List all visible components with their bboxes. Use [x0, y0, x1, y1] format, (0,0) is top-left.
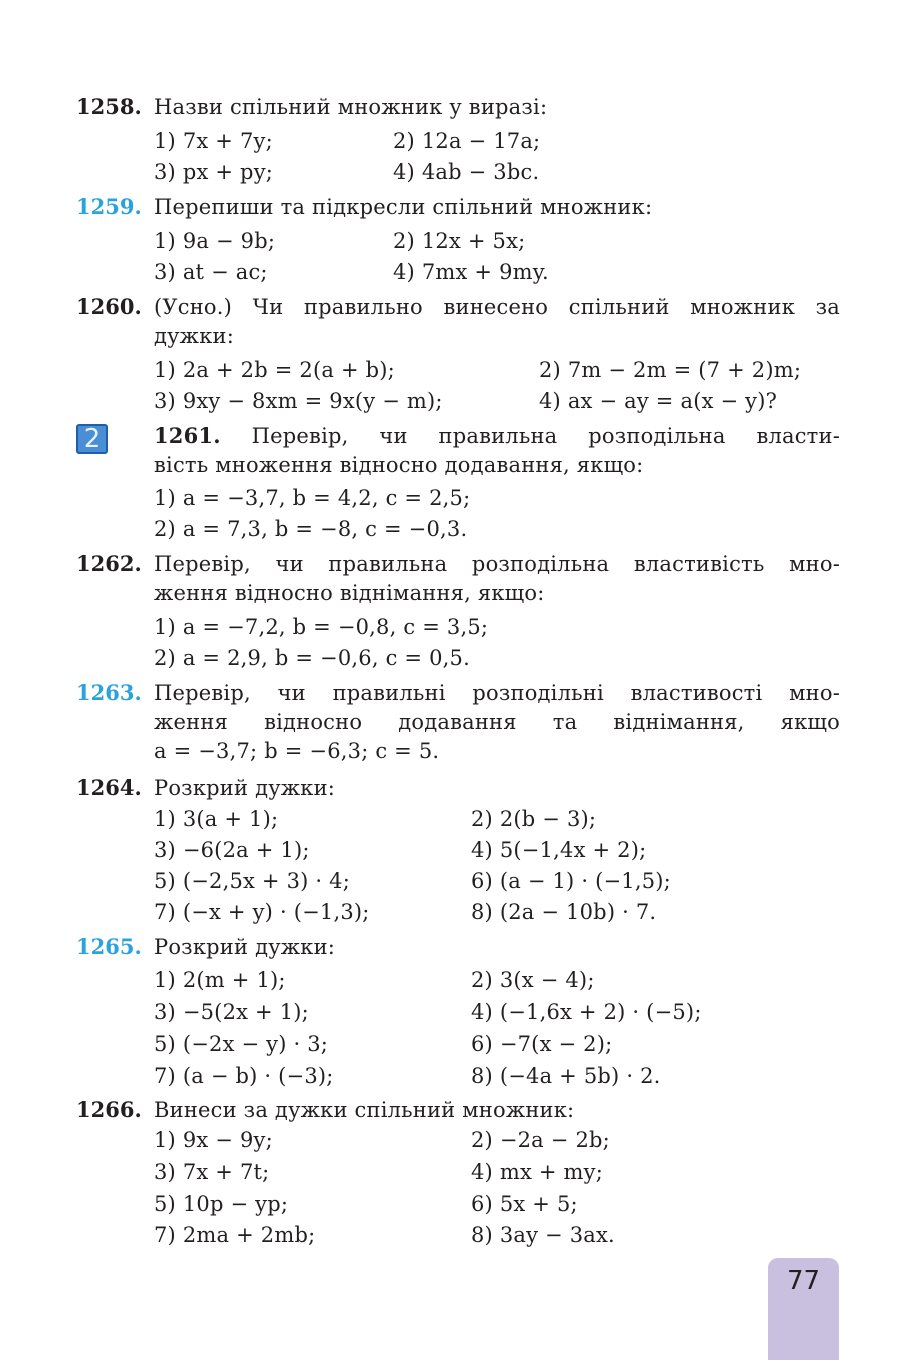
exercise-item: 3) −6(2a + 1); [154, 838, 310, 862]
exercise-item: 1) 2a + 2b = 2(a + b); [154, 358, 395, 382]
exercise-item: 8) (−4a + 5b) · 2. [471, 1064, 661, 1088]
exercise-text: Перевір, чи правильна розподільна властивість мно- [154, 552, 840, 576]
exercise-item: 1) a = −7,2, b = −0,8, c = 3,5; [154, 615, 489, 639]
exercise-item: 8) (2a − 10b) · 7. [471, 900, 657, 924]
exercise-item: 2) 3(x − 4); [471, 968, 595, 992]
difficulty-level-badge: 2 [76, 424, 108, 454]
exercise-number: 1263. [76, 680, 142, 705]
exercise-item: 1) a = −3,7, b = 4,2, c = 2,5; [154, 486, 471, 510]
exercise-text: Назви спільний множник у виразі: [154, 95, 548, 119]
exercise-item: 3) −5(2x + 1); [154, 1000, 309, 1024]
exercise-item: 4) 7mx + 9my. [393, 260, 549, 284]
exercise-item: 2) 12a − 17a; [393, 129, 541, 153]
exercise-text: ження відносно віднімання, якщо: [154, 581, 545, 605]
exercise-item: 2) −2a − 2b; [471, 1128, 610, 1152]
exercise-text: 1261. Перевір, чи правильна розподільна власти- [154, 423, 840, 448]
exercise-text: a = −3,7; b = −6,3; c = 5. [154, 739, 440, 763]
exercise-item: 1) 2(m + 1); [154, 968, 286, 992]
exercise-item: 1) 9a − 9b; [154, 229, 276, 253]
exercise-number: 1265. [76, 934, 142, 959]
exercise-number: 1260. [76, 294, 142, 319]
exercise-item: 2) a = 2,9, b = −0,6, c = 0,5. [154, 646, 470, 670]
exercise-text: (Усно.) Чи правильно винесено спільний множник за [154, 295, 840, 319]
exercise-number: 1261. [154, 423, 221, 448]
exercise-item: 1) 9x − 9y; [154, 1128, 273, 1152]
exercise-item: 4) mx + my; [471, 1160, 603, 1184]
exercise-item: 4) 5(−1,4x + 2); [471, 838, 647, 862]
exercise-item: 7) (−x + y) · (−1,3); [154, 900, 370, 924]
exercise-item: 3) 7x + 7t; [154, 1160, 270, 1184]
exercise-item: 4) ax − ay = a(x − y)? [539, 389, 778, 413]
exercise-text: дужки: [154, 324, 235, 348]
exercise-item: 2) 12x + 5x; [393, 229, 526, 253]
exercise-item: 3) at − ac; [154, 260, 268, 284]
exercise-text: ження відносно додавання та віднімання, якщо [154, 710, 840, 734]
exercise-item: 6) −7(x − 2); [471, 1032, 613, 1056]
exercise-item: 6) (a − 1) · (−1,5); [471, 869, 671, 893]
exercise-item: 7) (a − b) · (−3); [154, 1064, 334, 1088]
exercise-item: 2) 7m − 2m = (7 + 2)m; [539, 358, 802, 382]
exercise-number: 1266. [76, 1097, 142, 1122]
exercise-number: 1262. [76, 551, 142, 576]
exercise-item: 3) px + py; [154, 160, 274, 184]
exercise-item: 5) (−2,5x + 3) · 4; [154, 869, 351, 893]
exercise-item: 2) a = 7,3, b = −8, c = −0,3. [154, 517, 468, 541]
exercise-item: 7) 2ma + 2mb; [154, 1223, 316, 1247]
exercise-number: 1258. [76, 94, 142, 119]
exercise-item: 8) 3ay − 3ax. [471, 1223, 615, 1247]
exercise-text: Перевір, чи правильні розподільні властивості мно- [154, 681, 840, 705]
exercise-text: Розкрий дужки: [154, 935, 336, 959]
exercise-item: 6) 5x + 5; [471, 1192, 578, 1216]
exercise-number: 1264. [76, 775, 142, 800]
exercise-item: 3) 9xy − 8xm = 9x(y − m); [154, 389, 443, 413]
exercise-text: вість множення відносно додавання, якщо: [154, 453, 644, 477]
exercise-item: 1) 3(a + 1); [154, 807, 279, 831]
exercise-item: 2) 2(b − 3); [471, 807, 597, 831]
page-number: 77 [786, 1266, 821, 1296]
page-number-tab [768, 1258, 839, 1360]
exercise-item: 5) (−2x − y) · 3; [154, 1032, 329, 1056]
exercise-text: Перепиши та підкресли спільний множник: [154, 195, 653, 219]
exercise-text: Винеси за дужки спільний множник: [154, 1098, 575, 1122]
exercise-item: 4) 4ab − 3bc. [393, 160, 540, 184]
exercise-text: Розкрий дужки: [154, 776, 336, 800]
exercise-item: 1) 7x + 7y; [154, 129, 273, 153]
exercise-item: 5) 10p − yp; [154, 1192, 289, 1216]
exercise-number: 1259. [76, 194, 142, 219]
exercise-item: 4) (−1,6x + 2) · (−5); [471, 1000, 702, 1024]
